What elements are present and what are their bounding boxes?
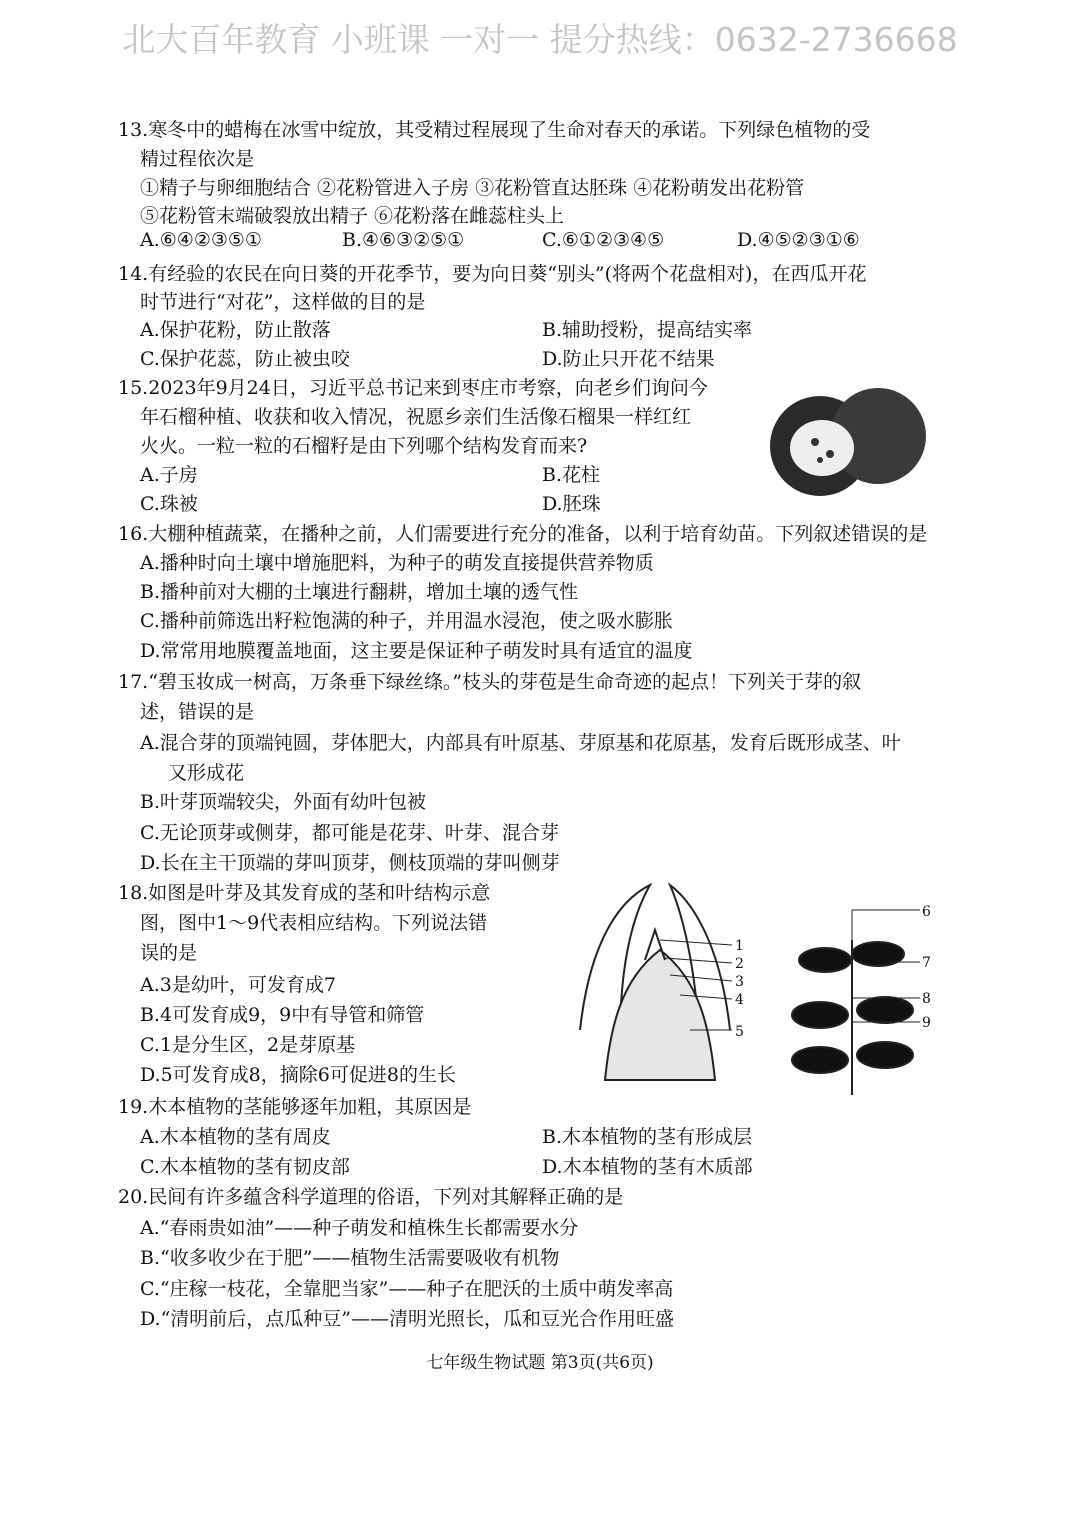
text-line: 图，图中1～9代表相应结构。下列说法错 [140, 912, 488, 934]
stem-leaf-diagram [770, 900, 940, 1100]
text-line: 18.如图是叶芽及其发育成的茎和叶结构示意 [118, 882, 491, 904]
text-line: 14.有经验的农民在向日葵的开花季节，要为向日葵“别头”(将两个花盘相对)，在西瓜开花 [118, 263, 867, 285]
text-line: A.子房 [140, 464, 198, 486]
text-line: B.“收多收少在于肥”——植物生活需要吸收有机物 [140, 1247, 560, 1269]
footer: 七年级生物试题 第3页(共6页) [426, 1353, 654, 1373]
text-line: ①精子与卵细胞结合 ②花粉管进入子房 ③花粉管直达胚珠 ④花粉萌发出花粉管 [140, 177, 805, 199]
svg-text:7: 7 [922, 955, 931, 971]
svg-text:1: 1 [735, 938, 744, 954]
text-line: A.混合芽的顶端钝圆，芽体肥大，内部具有叶原基、芽原基和花原基，发育后既形成茎、叶 [140, 732, 901, 754]
text-line: A.播种时向土壤中增施肥料，为种子的萌发直接提供营养物质 [140, 552, 654, 574]
text-line: C.1是分生区，2是芽原基 [140, 1034, 356, 1056]
text-line: 火火。一粒一粒的石榴籽是由下列哪个结构发育而来? [140, 435, 588, 457]
pomegranate-image [760, 380, 930, 508]
text-line: C.“庄稼一枝花，全靠肥当家”——种子在肥沃的土质中萌发率高 [140, 1278, 674, 1300]
text-line: B.播种前对大棚的土壤进行翻耕，增加土壤的透气性 [140, 581, 579, 603]
text-line: B.④⑥③②⑤① [342, 229, 465, 251]
text-line: C.⑥①②③④⑤ [542, 229, 665, 251]
text-line: C.保护花蕊，防止被虫咬 [140, 348, 350, 370]
text-line: 19.木本植物的茎能够逐年加粗，其原因是 [118, 1096, 472, 1118]
svg-text:6: 6 [922, 904, 931, 920]
text-line: B.辅助授粉，提高结实率 [542, 319, 753, 341]
bud-diagram [560, 880, 760, 1100]
text-line: 16.大棚种植蔬菜，在播种之前，人们需要进行充分的准备，以利于培育幼苗。下列叙述错误的是 [118, 523, 928, 545]
text-line: D.常常用地膜覆盖地面，这主要是保证种子萌发时具有适宜的温度 [140, 640, 693, 662]
text-line: D.防止只开花不结果 [542, 348, 715, 370]
svg-text:9: 9 [922, 1015, 931, 1031]
text-line: B.木本植物的茎有形成层 [542, 1126, 753, 1148]
text-line: 20.民间有许多蕴含科学道理的俗语，下列对其解释正确的是 [118, 1186, 624, 1208]
text-line: D.5可发育成8，摘除6可促进8的生长 [140, 1064, 456, 1086]
text-line: 15.2023年9月24日，习近平总书记来到枣庄市考察，向老乡们询问今 [118, 377, 708, 399]
text-line: A.3是幼叶，可发育成7 [140, 974, 336, 996]
text-line: D.长在主干顶端的芽叫顶芽，侧枝顶端的芽叫侧芽 [140, 852, 560, 874]
text-line: 述，错误的是 [140, 701, 255, 723]
text-line: D.“清明前后，点瓜种豆”——清明光照长，瓜和豆光合作用旺盛 [140, 1308, 675, 1330]
svg-text:8: 8 [922, 991, 931, 1007]
text-line: C.木本植物的茎有韧皮部 [140, 1156, 350, 1178]
text-line: B.叶芽顶端较尖，外面有幼叶包被 [140, 791, 427, 813]
text-line: 又形成花 [168, 762, 245, 784]
svg-text:5: 5 [735, 1024, 744, 1040]
text-line: B.花柱 [542, 464, 601, 486]
text-line: C.无论顶芽或侧芽，都可能是花芽、叶芽、混合芽 [140, 822, 559, 844]
text-line: A.木本植物的茎有周皮 [140, 1126, 331, 1148]
text-line: A.⑥④②③⑤① [140, 229, 262, 251]
svg-text:2: 2 [735, 956, 744, 972]
text-line: 年石榴种植、收获和收入情况，祝愿乡亲们生活像石榴果一样红红 [140, 406, 692, 428]
text-line: B.4可发育成9，9中有导管和筛管 [140, 1004, 425, 1026]
text-line: 误的是 [140, 942, 198, 964]
text-line: A.“春雨贵如油”——种子萌发和植株生长都需要水分 [140, 1217, 579, 1239]
svg-text:4: 4 [735, 992, 744, 1008]
text-line: 时节进行“对花”，这样做的目的是 [140, 291, 426, 313]
svg-text:3: 3 [735, 974, 744, 990]
text-line: 13.寒冬中的蜡梅在冰雪中绽放，其受精过程展现了生命对春天的承诺。下列绿色植物的受 [118, 119, 871, 141]
text-line: C.播种前筛选出籽粒饱满的种子，并用温水浸泡，使之吸水膨胀 [140, 610, 673, 632]
text-line: D.④⑤②③①⑥ [737, 229, 860, 251]
text-line: A.保护花粉，防止散落 [140, 319, 331, 341]
text-line: 17.“碧玉妆成一树高，万条垂下绿丝绦。”枝头的芽苞是生命奇迹的起点！下列关于芽的叙 [118, 671, 862, 693]
watermark: 北大百年教育 小班课 一对一 提分热线：0632-2736668 [122, 20, 958, 59]
text-line: 精过程依次是 [140, 148, 255, 170]
text-line: C.珠被 [140, 493, 198, 515]
text-line: D.木本植物的茎有木质部 [542, 1156, 753, 1178]
text-line: ⑤花粉管末端破裂放出精子 ⑥花粉落在雌蕊柱头上 [140, 205, 565, 227]
text-line: D.胚珠 [542, 493, 601, 515]
